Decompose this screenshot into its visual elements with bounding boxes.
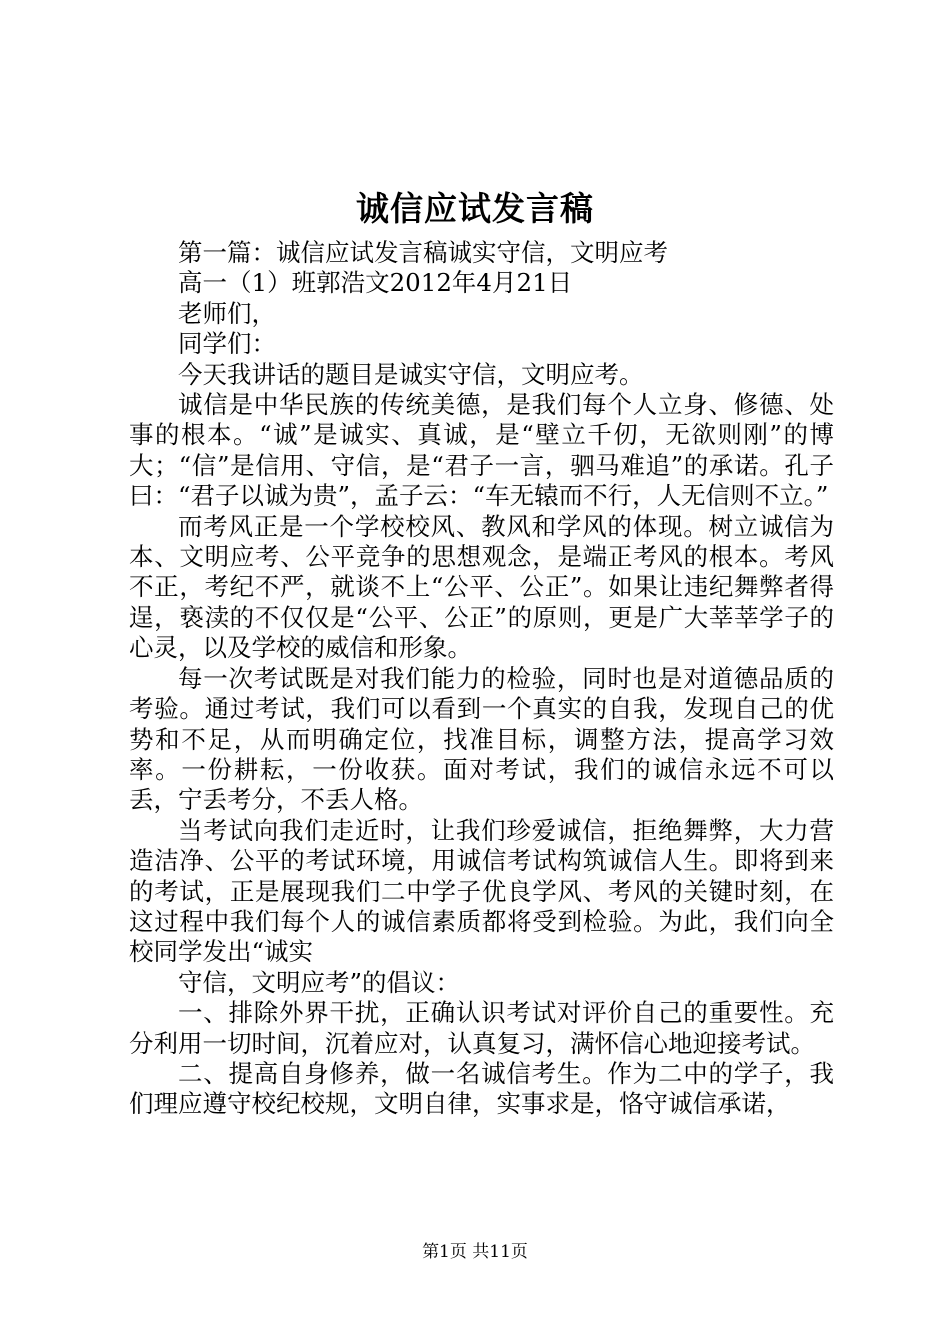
paragraph-salutation-students: 同学们： bbox=[178, 329, 276, 359]
paragraph-proposal-2: 二、提高自身修养，做一名诚信考生。作为二中的学子，我们理应遵守校纪校规，文明自律，实事求是，恪守诚信承诺， bbox=[129, 1058, 834, 1119]
paragraph-body: 当考试向我们走近时，让我们珍爱诚信，拒绝舞弊，大力营造洁净、公平的考试环境，用诚信考试构筑诚信人生。即将到来的考试，正是展现我们二中学子优良学风、考风的关键时刻，在这过程中我们每个人的诚信素质都将受到检验。为此，我们向全校同学发出“诚实 bbox=[129, 815, 834, 967]
document-body bbox=[129, 238, 834, 1120]
document-title: 诚信应试发言稿 bbox=[356, 189, 594, 228]
paragraph-body: 诚信是中华民族的传统美德，是我们每个人立身、修德、处事的根本。“诚”是诚实、真诚，是“壁立千仞，无欲则刚”的博大；“信”是信用、守信，是“君子一言，驷马难追”的承诺。孔子曰：“君子以诚为贵”，孟子云：“车无辕而不行，人无信则不立。” bbox=[129, 390, 834, 511]
paragraph-body: 而考风正是一个学校校风、教风和学风的体现。树立诚信为本、文明应考、公平竞争的思想观念，是端正考风的根本。考风不正，考纪不严，就谈不上“公平、公正”。如果让违纪舞弊者得逞，亵渎的不仅仅是“公平、公正”的原则，更是广大莘莘学子的心灵，以及学校的威信和形象。 bbox=[129, 511, 834, 663]
paragraph-body: 每一次考试既是对我们能力的检验，同时也是对道德品质的考验。通过考试，我们可以看到一个真实的自我，发现自己的优势和不足，从而明确定位，找准目标，调整方法，提高学习效率。一份耕耘，一份收获。面对考试，我们的诚信永远不可以丢，宁丢考分，不丢人格。 bbox=[129, 663, 834, 815]
paragraph-proposal-1: 一、排除外界干扰，正确认识考试对评价自己的重要性。充分利用一切时间，沉着应对，认真复习，满怀信心地迎接考试。 bbox=[129, 998, 834, 1058]
paragraph-topic: 今天我讲话的题目是诚实守信，文明应考。 bbox=[178, 359, 644, 389]
paragraph-author-date: 高一（1）班郭浩文2012年4月21日 bbox=[178, 268, 573, 298]
paragraph-subtitle: 第一篇：诚信应试发言稿诚实守信，文明应考 bbox=[178, 238, 668, 267]
paragraph-body: 守信，文明应考”的倡议： bbox=[178, 967, 461, 997]
paragraph-salutation-teachers: 老师们， bbox=[178, 298, 276, 328]
page-footer: 第1页 共11页 bbox=[422, 1242, 528, 1262]
